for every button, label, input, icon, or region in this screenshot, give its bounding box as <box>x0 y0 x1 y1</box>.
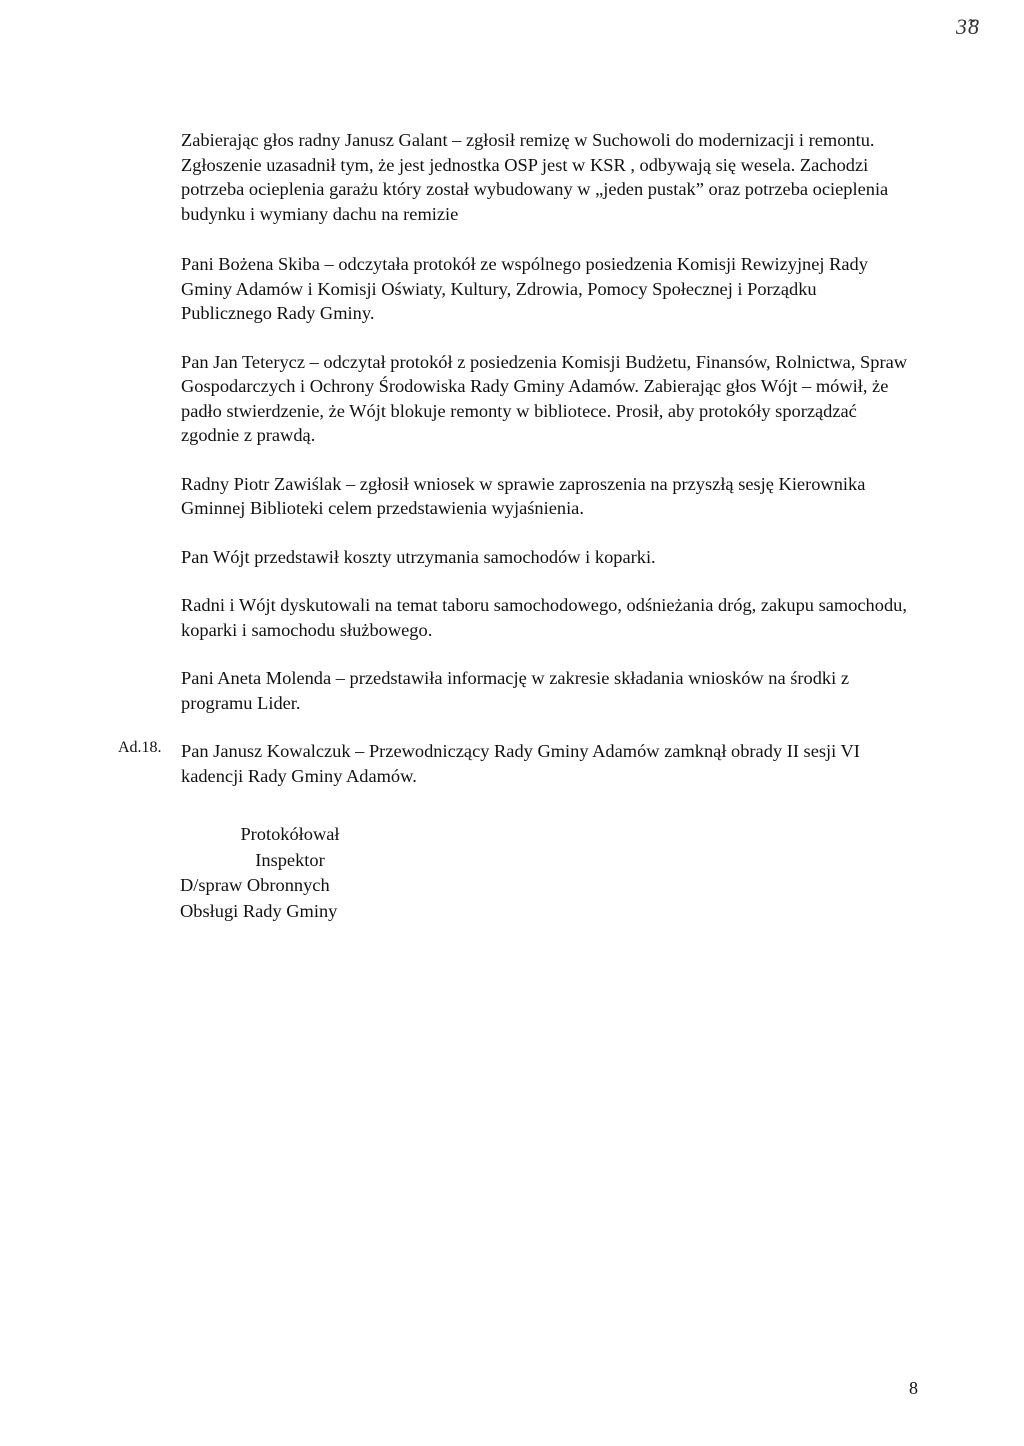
agenda-item-18 <box>118 739 911 788</box>
paragraph-skiba: Pani Bożena Skiba – odczytała protokół ze wspólnego posiedzenia Komisji Rewizyjnej Rady Gminy Adamów i Komisji Oświaty, Kultury, Zdrowia, Pomocy Społecznej i Porządku Publicznego Rady Gminy. <box>181 254 868 323</box>
page-number: 8 <box>909 1378 918 1398</box>
paragraph-vehicle-costs: Pan Wójt przedstawił koszty utrzymania samochodów i koparki. <box>181 546 656 567</box>
signature-line-2: Inspektor <box>255 849 325 870</box>
agenda-number: Ad.18. <box>118 739 162 756</box>
paragraph-galant: Zabierając głos radny Janusz Galant – zgłosił remizę w Suchowoli do modernizacji i remontu. Zgłoszenie uzasadnił tym, że jest jednostka OSP jest w KSR , odbywają się wesela. Zachodzi potrzeba ocieplenia garażu który został wybudowany w „jeden pustak” oraz potrzeba ocieplenia budynku i wymiany dachu na remizie <box>181 130 889 224</box>
paragraph-molenda: Pani Aneta Molenda – przedstawiła informację w zakresie składania wniosków na środki z programu Lider. <box>181 668 849 713</box>
document-body <box>118 128 911 788</box>
paragraph-fleet-discussion: Radni i Wójt dyskutowali na temat taboru samochodowego, odśnieżania dróg, zakupu samochodu, koparki i samochodu służbowego. <box>181 595 907 640</box>
signature-block <box>180 822 400 924</box>
signature-line-4: Obsługi Rady Gminy <box>180 900 338 921</box>
agenda-text: Pan Janusz Kowalczuk – Przewodniczący Rady Gminy Adamów zamknął obrady II sesji VI kadencji Rady Gminy Adamów. <box>181 741 860 786</box>
signature-line-3: D/spraw Obronnych <box>180 875 330 895</box>
signature-line-1: Protokółował <box>240 824 340 844</box>
paragraph-teterycz: Pan Jan Teterycz – odczytał protokół z posiedzenia Komisji Budżetu, Finansów, Rolnictwa, Spraw Gospodarczych i Ochrony Środowiska Rady Gminy Adamów. Zabierając głos Wójt – mówił, że padło stwierdzenie, że Wójt blokuje remonty w bibliotece. Prosił, aby protokóły sporządzać zgodnie z prawdą. <box>181 351 908 445</box>
page-corner-mark: 3̃8 <box>956 14 980 39</box>
paragraph-zawislak: Radny Piotr Zawiślak – zgłosił wniosek w sprawie zaproszenia na przyszłą sesję Kierownika Gminnej Biblioteki celem przedstawienia wyjaśnienia. <box>181 473 866 518</box>
